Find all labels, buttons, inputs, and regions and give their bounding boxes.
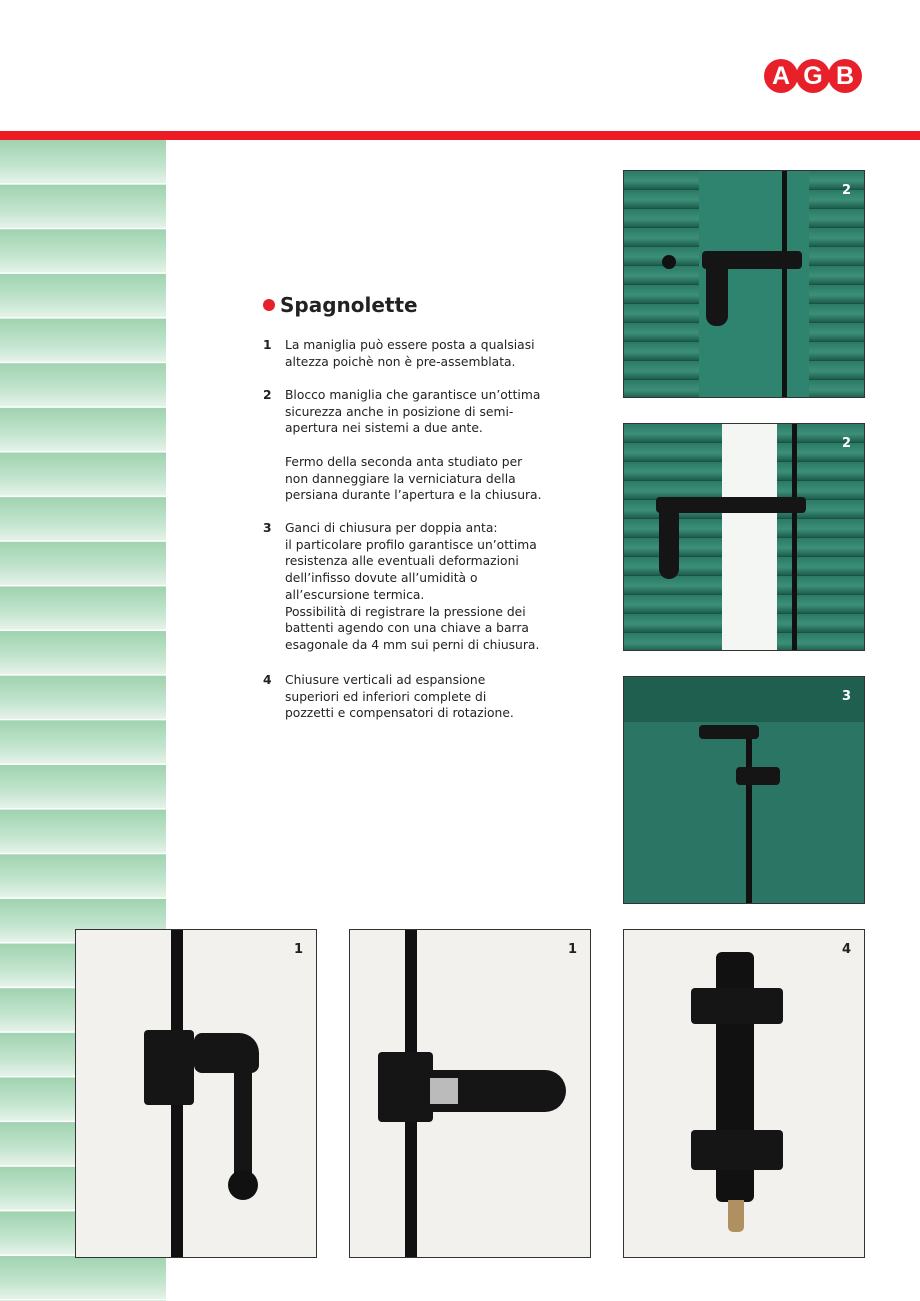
- item-number: 2: [263, 388, 272, 402]
- item-text-line: apertura nei sistemi a due ante.: [285, 421, 483, 436]
- photo-handle-1: [75, 929, 317, 1258]
- photo-handle-block-closed: [623, 170, 865, 398]
- photo-closing-hook: [623, 676, 865, 904]
- photo-number: 1: [567, 942, 577, 957]
- item-text-line: dell’infisso dovute all’umidità o: [285, 571, 478, 586]
- photo-number: 3: [841, 689, 851, 704]
- item-text-line: Blocco maniglia che garantisce un’ottima: [285, 388, 541, 402]
- photo-number: 1: [293, 942, 303, 957]
- item-text-line: persiana durante l’apertura e la chiusura.: [285, 488, 542, 503]
- header-red-bar: [0, 131, 920, 140]
- item-text-line: esagonale da 4 mm sui perni di chiusura.: [285, 637, 540, 652]
- item-text-line: resistenza alle eventuali deformazioni: [285, 554, 519, 569]
- item-text-line: Fermo della seconda anta studiato per: [285, 454, 523, 469]
- item-text-line: altezza poichè non è pre-assemblata.: [285, 354, 516, 369]
- feature-item-3: [263, 520, 540, 654]
- photo-handle-block-open: [623, 423, 865, 651]
- item-text-line: Possibilità di registrare la pressione dei: [285, 604, 526, 619]
- item-text-line: battenti agendo con una chiave a barra: [285, 621, 529, 636]
- bullet-dot-icon: [263, 299, 275, 311]
- feature-item-2: [263, 387, 542, 504]
- item-number: 4: [263, 673, 272, 687]
- photo-vertical-lock: [623, 929, 865, 1258]
- item-text-line: non danneggiare la verniciatura della: [285, 471, 516, 486]
- logo-letter: A: [764, 59, 798, 93]
- feature-item-4: [263, 672, 530, 722]
- logo-letter: G: [796, 59, 830, 93]
- photo-handle-2: [349, 929, 591, 1258]
- item-text-line: superiori ed inferiori complete di: [285, 689, 487, 704]
- item-text-line: La maniglia può essere posta a qualsiasi: [285, 338, 535, 352]
- logo-letter: B: [828, 59, 862, 93]
- photo-number: 4: [841, 942, 851, 957]
- item-text-line: Chiusure verticali ad espansione: [285, 673, 486, 687]
- item-text-line: Ganci di chiusura per doppia anta:: [285, 521, 498, 535]
- agb-logo: [766, 59, 862, 93]
- item-number: 1: [263, 338, 272, 352]
- section-title: [263, 293, 418, 317]
- photo-number: 2: [841, 183, 851, 198]
- item-text-line: all’escursione termica.: [285, 587, 425, 602]
- section-title-text: Spagnolette: [280, 293, 418, 317]
- item-number: 3: [263, 521, 272, 535]
- feature-item-1: [263, 337, 535, 370]
- item-text-line: sicurezza anche in posizione di semi-: [285, 404, 514, 419]
- item-text-line: pozzetti e compensatori di rotazione.: [285, 706, 514, 721]
- photo-number: 2: [841, 436, 851, 451]
- item-text-line: il particolare profilo garantisce un’ottima: [285, 537, 537, 552]
